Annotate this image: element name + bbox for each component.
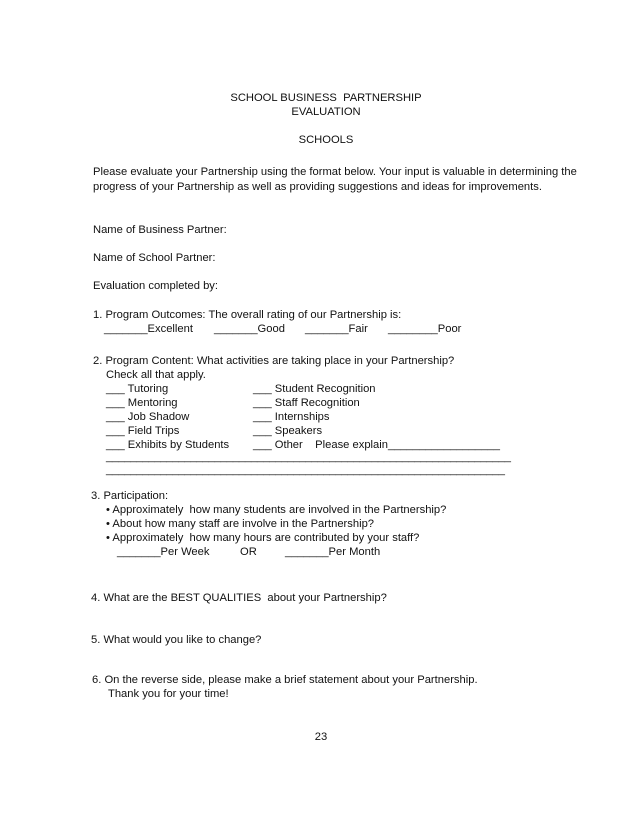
- business-partner-label: Name of Business Partner:: [93, 224, 227, 236]
- q2-option-internships: ___ Internships: [253, 411, 330, 423]
- q1-option-poor: ________Poor: [388, 323, 462, 335]
- q1-option-excellent: _______Excellent: [104, 323, 193, 335]
- q2-blank-line-1: ___________________________________________________________________: [106, 451, 511, 463]
- form-subtitle: SCHOOLS: [298, 134, 354, 146]
- q2-option-mentoring: ___ Mentoring: [106, 397, 178, 409]
- q3-bullet-staff: • About how many staff are involve in the Partnership?: [106, 518, 375, 530]
- q2-option-exhibits: ___ Exhibits by Students: [106, 439, 230, 451]
- q3-bullet-hours: • Approximately how many hours are contributed by your staff?: [106, 532, 420, 544]
- intro-line-2: progress of your Partnership as well as providing suggestions and ideas for improvements.: [93, 181, 542, 193]
- page-number: 23: [314, 731, 328, 743]
- school-partner-label: Name of School Partner:: [93, 252, 216, 264]
- q2-option-job-shadow: ___ Job Shadow: [106, 411, 190, 423]
- q1-option-good: _______Good: [214, 323, 285, 335]
- q2-option-staff-recognition: ___ Staff Recognition: [253, 397, 360, 409]
- form-title-line2: EVALUATION: [291, 106, 361, 118]
- q3-per-week: _______Per Week: [117, 546, 210, 558]
- form-title-line1: SCHOOL BUSINESS PARTNERSHIP: [230, 92, 422, 104]
- q2-blank-line-2: __________________________________________________________________: [106, 464, 505, 476]
- q2-option-student-recognition: ___ Student Recognition: [253, 383, 376, 395]
- q1-option-fair: _______Fair: [305, 323, 368, 335]
- intro-line-1: Please evaluate your Partnership using the format below. Your input is valuable in determining the: [93, 166, 577, 178]
- q2-question: 2. Program Content: What activities are taking place in your Partnership?: [93, 355, 455, 367]
- q5-question: 5. What would you like to change?: [91, 634, 262, 646]
- q3-bullet-students: • Approximately how many students are involved in the Partnership?: [106, 504, 447, 516]
- q6-line-1: 6. On the reverse side, please make a brief statement about your Partnership.: [92, 674, 478, 686]
- completed-by-label: Evaluation completed by:: [93, 280, 219, 292]
- q2-instruction: Check all that apply.: [106, 369, 206, 381]
- q6-line-2: Thank you for your time!: [108, 688, 229, 700]
- q4-question: 4. What are the BEST QUALITIES about your Partnership?: [91, 592, 387, 604]
- q3-question: 3. Participation:: [91, 490, 169, 502]
- q2-option-tutoring: ___ Tutoring: [106, 383, 169, 395]
- q3-per-month: _______Per Month: [285, 546, 381, 558]
- q2-option-other: ___ Other Please explain__________________: [253, 439, 500, 451]
- q1-question: 1. Program Outcomes: The overall rating of our Partnership is:: [93, 309, 402, 321]
- q3-or-label: OR: [240, 546, 257, 558]
- q2-option-speakers: ___ Speakers: [253, 425, 323, 437]
- q2-option-field-trips: ___ Field Trips: [106, 425, 180, 437]
